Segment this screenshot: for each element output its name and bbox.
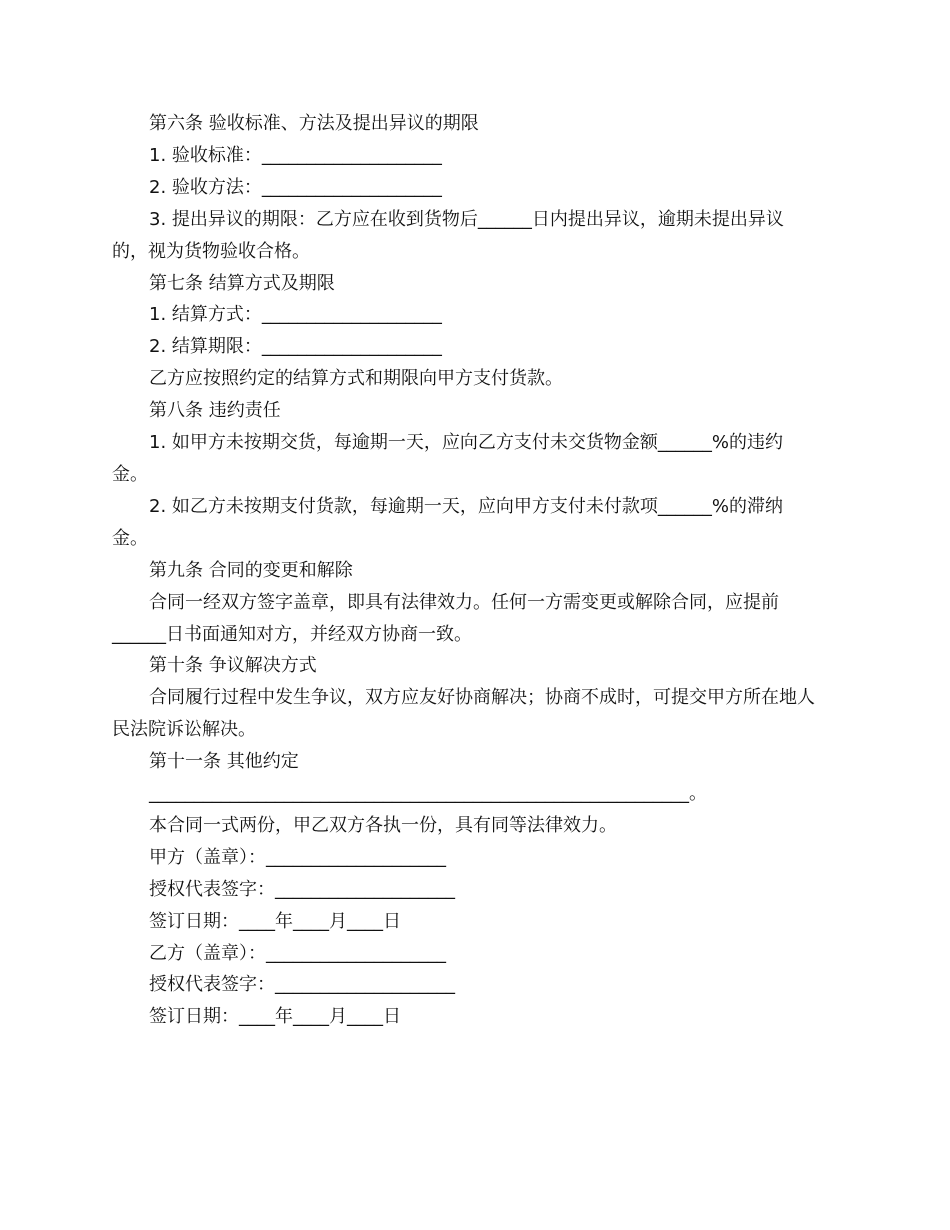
penalty-clause-party-a: 1. 如甲方未按期交货，每逾期一天，应向乙方支付未交货物金额______%的违约 [149, 432, 783, 454]
penalty-clause-party-b: 2. 如乙方未按期支付货款，每逾期一天，应向甲方支付未付款项______%的滞纳 [149, 495, 783, 517]
party-b-date-field: 签订日期：____年____月____日 [149, 1006, 401, 1028]
modification-clause: 合同一经双方签字盖章，即具有法律效力。任何一方需变更或解除合同，应提前 [149, 591, 779, 613]
acceptance-method-field: 2. 验收方法：____________________ [149, 176, 442, 198]
acceptance-standard-field: 1. 验收标准：____________________ [149, 144, 442, 166]
penalty-clause-party-a-cont: 金。 [112, 463, 148, 485]
party-a-date-field: 签订日期：____年____月____日 [149, 910, 401, 932]
payment-clause: 乙方应按照约定的结算方式和期限向甲方支付货款。 [149, 368, 563, 390]
copies-clause: 本合同一式两份，甲乙双方各执一份，具有同等法律效力。 [149, 814, 617, 836]
article-8-heading: 第八条 违约责任 [149, 400, 281, 422]
party-b-signature-field: 授权代表签字：____________________ [149, 974, 455, 996]
party-b-seal-field: 乙方（盖章）：____________________ [149, 942, 446, 964]
objection-period-clause-cont: 的，视为货物验收合格。 [112, 240, 310, 262]
settlement-method-field: 1. 结算方式：____________________ [149, 304, 442, 326]
contract-page [112, 108, 842, 1033]
article-7-heading: 第七条 结算方式及期限 [149, 272, 335, 294]
modification-clause-cont: ______日书面通知对方，并经双方协商一致。 [112, 623, 472, 645]
article-10-heading: 第十条 争议解决方式 [149, 655, 317, 677]
dispute-clause: 合同履行过程中发生争议，双方应友好协商解决；协商不成时，可提交甲方所在地人 [149, 687, 815, 709]
party-a-seal-field: 甲方（盖章）：____________________ [149, 846, 446, 868]
article-9-heading: 第九条 合同的变更和解除 [149, 559, 353, 581]
objection-period-clause: 3. 提出异议的期限：乙方应在收到货物后______日内提出异议，逾期未提出异议 [149, 208, 784, 230]
other-terms-blank: ____________________________________________________________。 [149, 783, 707, 805]
dispute-clause-cont: 民法院诉讼解决。 [112, 719, 256, 741]
party-a-signature-field: 授权代表签字：____________________ [149, 878, 455, 900]
penalty-clause-party-b-cont: 金。 [112, 527, 148, 549]
settlement-period-field: 2. 结算期限：____________________ [149, 336, 442, 358]
article-6-heading: 第六条 验收标准、方法及提出异议的期限 [149, 113, 479, 134]
article-11-heading: 第十一条 其他约定 [149, 751, 299, 773]
